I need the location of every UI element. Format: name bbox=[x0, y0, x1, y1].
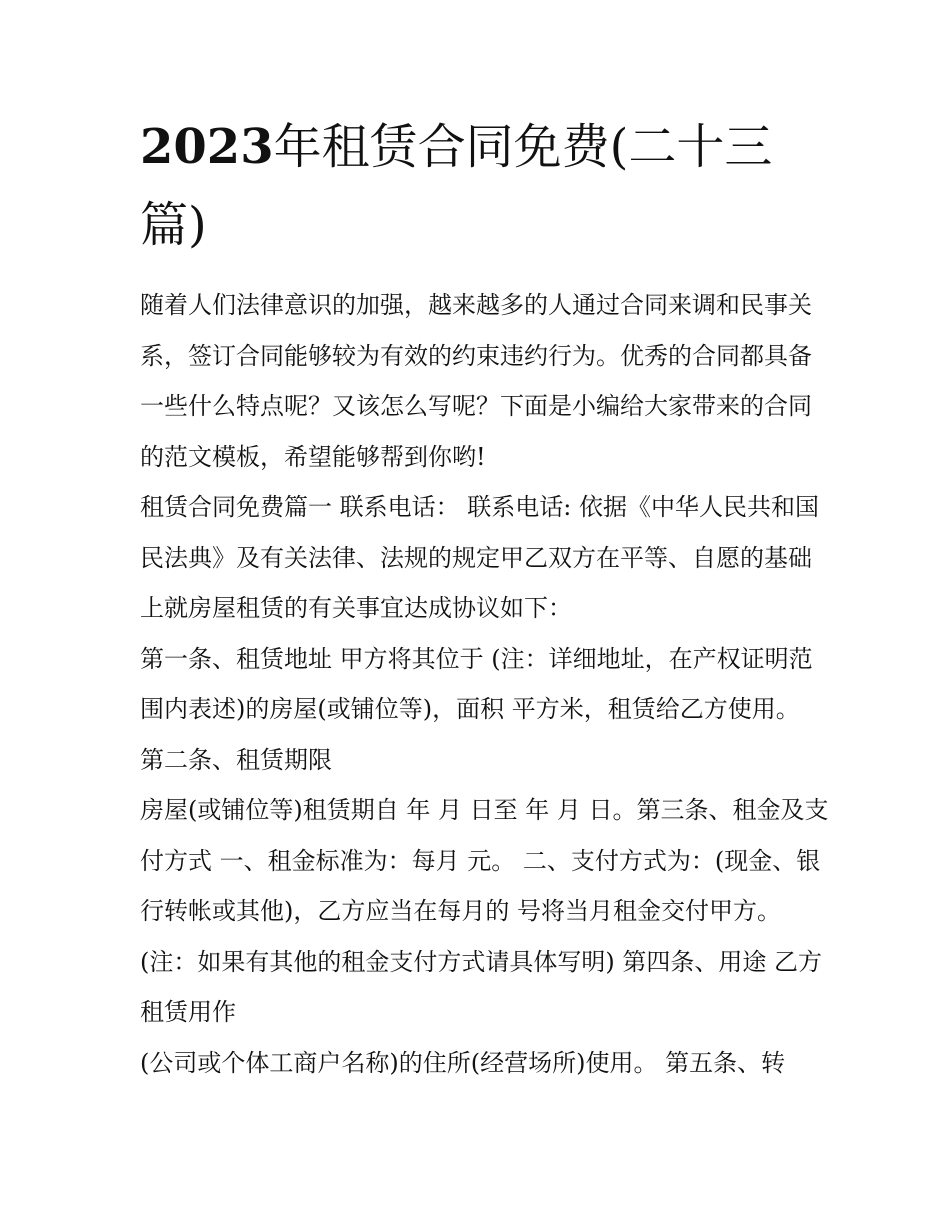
article-four-five-paragraph: (公司或个体工商户名称)的住所(经营场所)使用。 第五条、转 bbox=[140, 1048, 786, 1077]
document-title bbox=[140, 108, 830, 264]
contract-header-paragraph: 租赁合同免费篇一 联系电话： 联系电话: 依据《中华人民共和国民法典》及有关法律、法规的规定甲乙双方在平等、自愿的基础上就房屋租赁的有关事宜达成协议如下： bbox=[140, 493, 819, 622]
article-two-three-paragraph: 房屋(或铺位等)租赁期自 年 月 日至 年 月 日。第三条、租金及支付方式 一、租金标准为：每月 元。 二、支付方式为：(现金、银行转帐或其他)，乙方应当在每月的 号将当月租金交付甲方。(注：如果有其他的租金支付方式请具体写明) 第四条、用途 乙方租赁用作 bbox=[140, 796, 829, 1026]
title-year: 2023 bbox=[140, 119, 274, 175]
article-one-paragraph: 第一条、租赁地址 甲方将其位于 (注：详细地址，在产权证明范围内表述)的房屋(或铺位等)，面积 平方米，租赁给乙方使用。 第二条、租赁期限 bbox=[140, 644, 813, 774]
document-page bbox=[140, 108, 830, 1088]
title-text: 年租赁合同免费(二十三篇) bbox=[140, 119, 773, 253]
document-body bbox=[140, 280, 830, 1088]
intro-paragraph: 随着人们法律意识的加强，越来越多的人通过合同来调和民事关系，签订合同能够较为有效的约束违约行为。优秀的合同都具备一些什么特点呢？又该怎么写呢？下面是小编给大家带来的合同的范文模板，希望能够帮到你哟! bbox=[140, 291, 812, 471]
